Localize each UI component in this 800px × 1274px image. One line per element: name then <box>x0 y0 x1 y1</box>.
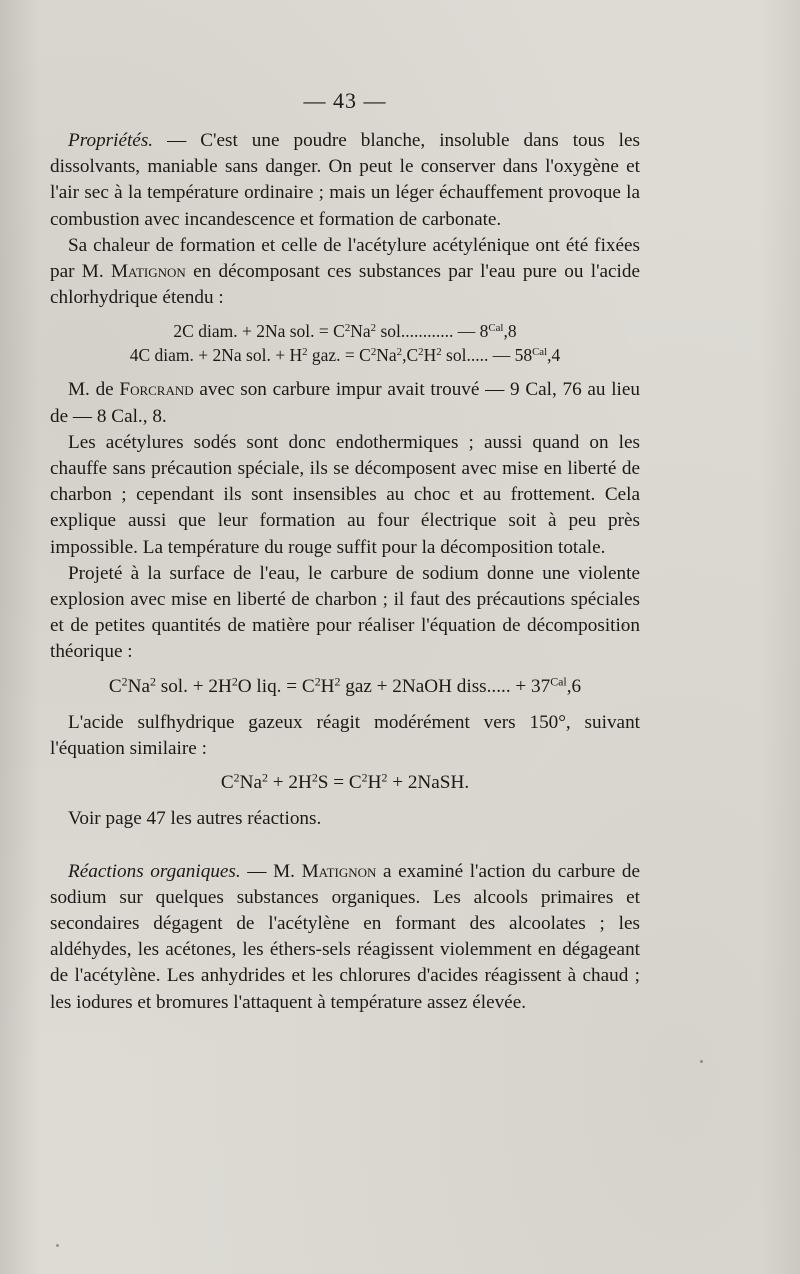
paragraph-text: a examiné l'action du carbure de sodium sur quelques substances organiques. Les alcools primaires et secondaires dégagent de l'acétylène en formant des alcoolates ; les aldéhydes, les acétones, les éthers-sels réagissent violemment en dégageant de l'acétylène. Les anhydrides et les chlorures d'acides réagissent à chaud ; les iodures et bromures l'attaquent à température assez élevée. <box>50 860 641 1013</box>
paragraph-forcrand <box>50 377 640 429</box>
author-name: Matignon <box>301 860 377 882</box>
eq-text: S = C <box>317 772 362 794</box>
eq-text: 4C diam. + 2Na sol. + H <box>129 345 303 366</box>
eq-text: gaz + 2NaOH diss..... + 37 <box>340 675 551 697</box>
equation-2 <box>50 343 640 367</box>
paragraph-chaleur-formation <box>50 233 640 312</box>
paragraph-text: avec son carbure impur avait trouvé — 9 Cal, 76 au lieu de — 8 Cal., 8. <box>50 379 640 427</box>
paragraph-voir-page: Voir page 47 les autres réactions. <box>68 808 322 830</box>
eq-text: + 2H <box>267 772 312 794</box>
paragraph-sulfhydrique: L'acide sulfhydrique gazeux réagit modérément vers 150°, suivant l'équation similaire : <box>50 711 640 760</box>
eq-text: H <box>367 772 382 794</box>
eq-text: C <box>108 675 122 697</box>
eq-superscript: 2 <box>344 322 351 335</box>
eq-superscript: 2 <box>381 770 388 785</box>
paragraph-text: — M. <box>240 860 302 882</box>
equation-block-formation <box>50 319 640 367</box>
eq-text: Na <box>127 675 150 697</box>
eq-superscript: 2 <box>302 346 308 359</box>
eq-text: sol. + 2H <box>155 675 232 697</box>
eq-superscript: 2 <box>436 346 442 359</box>
eq-text: sol............ — 8 <box>376 321 489 342</box>
eq-superscript: 2 <box>396 346 403 359</box>
section-label-reactions: Réactions organiques. <box>68 860 241 882</box>
eq-superscript: 2 <box>314 674 321 689</box>
paragraph-proprietes <box>50 128 640 233</box>
eq-text: Na <box>350 321 371 342</box>
author-name: Forcrand <box>119 379 194 401</box>
eq-text: gaz. = C <box>307 345 371 366</box>
eq-superscript: 2 <box>370 346 377 359</box>
eq-superscript: 2 <box>370 322 377 335</box>
eq-unit: Cal <box>532 346 548 359</box>
eq-text: 2C diam. + 2Na sol. = C <box>173 321 345 342</box>
paragraph-proprietes-text: — C'est une poudre blanche, insoluble dans tous les dissolvants, maniable sans danger. On peut le conserver dans l'oxygène et l'air sec à la température ordinaire ; mais un léger échauffement provoque la combustion avec incandescence et formation de carbonate. <box>50 130 640 230</box>
body-text <box>50 128 640 1016</box>
eq-text: C <box>220 772 234 794</box>
eq-unit: Cal <box>550 674 567 689</box>
paragraph-text: M. de <box>68 379 120 401</box>
equation-1 <box>50 319 640 343</box>
eq-text: Na <box>376 345 397 366</box>
eq-text: H <box>423 345 437 366</box>
eq-superscript: 2 <box>261 770 268 785</box>
eq-superscript: 2 <box>121 674 128 689</box>
eq-superscript: 2 <box>150 674 156 689</box>
eq-text: ,6 <box>566 675 582 697</box>
eq-text: O liq. = C <box>237 675 315 697</box>
eq-superscript: 2 <box>334 674 341 689</box>
paper-speck <box>56 1244 59 1247</box>
paragraph-projete: Projeté à la surface de l'eau, le carbure de sodium donne une violente explosion avec mise en liberté de charbon ; il faut des précautions spéciales et de petites quantités de matière pour réaliser l'équation de décomposition théorique : <box>50 562 640 663</box>
equation-3 <box>50 674 640 700</box>
eq-superscript: 2 <box>233 770 240 785</box>
eq-text: Na <box>239 772 262 794</box>
eq-text: ,4 <box>547 345 561 366</box>
eq-superscript: 2 <box>418 346 424 359</box>
paragraph-reactions-organiques <box>50 859 640 1016</box>
eq-text: ,8 <box>503 321 517 342</box>
paragraph-text: en décomposant ces substances par l'eau pure ou l'acide chlorhydrique étendu : <box>50 261 640 309</box>
eq-unit: Cal <box>488 322 504 335</box>
eq-text: H <box>320 675 335 697</box>
paragraph-text: Sa chaleur de formation et celle de l'acétylure acétylénique ont été fixées par M. <box>50 234 640 283</box>
paper-speck <box>622 624 625 627</box>
eq-superscript: 2 <box>231 674 238 689</box>
eq-text: ,C <box>402 345 419 366</box>
eq-superscript: 2 <box>311 770 318 785</box>
eq-text: sol..... — 58 <box>441 345 533 366</box>
section-label-proprietes: Propriétés. <box>68 130 154 151</box>
eq-text: + 2NaSH. <box>387 772 470 794</box>
page-number: — 43 — <box>303 88 387 113</box>
author-name: Matignon <box>110 261 186 283</box>
paper-speck <box>700 1060 703 1063</box>
eq-superscript: 2 <box>361 770 368 785</box>
paragraph-endothermiques: Les acétylures sodés sont donc endothermiques ; aussi quand on les chauffe sans précaution spéciale, ils se décomposent avec mise en liberté de charbon ; cependant ils sont insensibles au choc et au frottement. Cela explique aussi que leur formation au four électrique soit à peu près impossible. La température du rouge suffit pour la décomposition totale. <box>50 431 640 558</box>
equation-4 <box>50 770 640 796</box>
